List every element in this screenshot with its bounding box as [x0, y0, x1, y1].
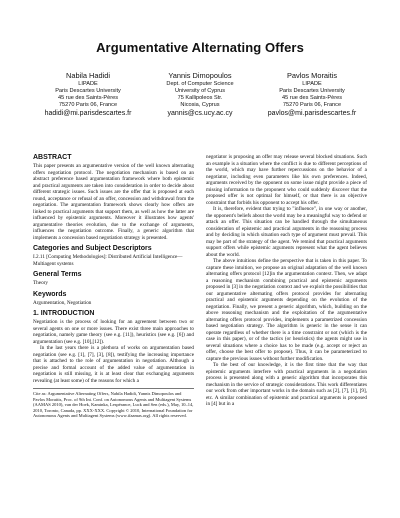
author-1 — [33, 71, 143, 118]
copyright-footnote: Cite as: Argumentative Alternating Offers, Nabila Hadidi, Yannis Dimopoulos and Pavlos Moraitis, Proc. of 9th Int. Conf. on Autonomous Agents and Multiagent Systems (AAMAS 2010), van der Hoek, Kaminka, Lespérance, Luck and Sen (eds.), May, 10–14, 2010, Toronto, Canada, pp. XXX-XXX. Copyright © 2010, International Foundation for Autonomous Agents and Multiagent Systems (www.ifaamas.org). All rights reserved. — [33, 388, 194, 419]
body-paragraph: To the best of our knowledge, it is the first time that the way that epistemic arguments interfere with practical arguments in a negotiation process is presented along with a generic algorithm that incorporates this mechanism in the service of strategic considerations. This work differentiates our work from other important works in the domain such as [2], [7], [1], [9], etc. A similar combination of epistemic and practical arguments is proposed in [4] but in a — [206, 362, 367, 407]
author-affiliation: 75270 Paris 06, France — [58, 102, 118, 108]
body-paragraph: The above intuitions define the perspective that is taken in this paper. To capture these intuition, we propose an original adaptation of the well known alternating offers protocol [12]in the argumentation context. Then, we adapt a reasoning mechanism combining practical and epistemic arguments proposed in [3] in the negotiation context and we exploit the possibilities that our argumentative alternating offers protocol provides for alternating practical and epistemic arguments depending on the evolution of the negotiation. Finally, we present a generic algorithm, which, building on the above reasoning mechanism and the exploitation of the argumentative alternating offers protocol provides, implements a parametrized concession based negotiation strategy. The algorithm is generic in the sense it can operate regardless of whether there is a time constraint or not (which is the case in this paper), or of the tactics (or heuristics) the agents might use in several situations where a choice has to be made (e.g. accept or reject an offer, choose the best offer to propose). Thus, it can be parameterized to capture the previous issues without further modification. — [206, 258, 367, 362]
keywords-heading: Keywords — [33, 290, 67, 298]
author-affiliation: 45 rue des Saints-Pères — [57, 95, 118, 101]
author-affiliation: Nicosia, Cyprus — [180, 102, 220, 108]
author-affiliation: 75 Kallipoleos Str. — [177, 95, 223, 101]
body-paragraph: It is, therefore, evident that trying to "influence", in one way or another, the opponent's beliefs about the world may be a meaningful way to defend or attack an offer. This situation can be handled through the simultaneous consideration of epistemic and practical arguments in the reasoning process and by deciding in which situation each type of argument must prevail. This may be part of the strategy of the agent. We remind that practical arguments support offers while epistemic arguments represent what the agent believes about the world. — [206, 206, 367, 258]
author-affiliation: Paris Descartes University — [279, 88, 345, 94]
introduction-heading: 1. INTRODUCTION — [33, 310, 95, 317]
author-name: Yannis Dimopoulos — [168, 71, 232, 80]
right-column — [206, 154, 367, 494]
abstract-text: This paper presents an argumentative version of the well known alternating offers negotiation protocol. The negotiation mechanism is based on an abstract preference based argumentation framework where both epistemic and practical arguments are taken into consideration in order to decide about different strategic issues. Such issues are the offer that is proposed at each round, acceptance or refusal of an offer, concession and withdrawal from the negotiation. The argumentation framework shows clearly how offers are linked to practical arguments that support them, as well as how the latter are influenced by epistemic arguments. Moreover it illustrates how agents' argumentative theories evolution, due to the exchange of arguments, influences the negotiation outcome. Finally, a generic algorithm that implements a concession based negotiation strategy is presented. — [33, 163, 194, 241]
left-column — [33, 154, 194, 494]
author-email: yannis@cs.ucy.ac.cy — [167, 110, 233, 117]
keywords-text: Argumentation, Negotiation — [33, 299, 92, 306]
author-affiliation: University of Cyprus — [174, 88, 226, 94]
paper-title: Argumentative Alternating Offers — [96, 40, 304, 55]
author-email: hadidi@mi.parisdescartes.fr — [44, 110, 132, 117]
categories-heading: Categories and Subject Descriptors — [33, 245, 152, 252]
general-terms-text: Theory — [33, 280, 48, 286]
intro-paragraph: In the last years there is a plethora of works on argumentation based negotiation (see e.g. [1], [7], [3], [8]), testifying the increasing importance that is attached to the role of argumentation in negotiation. Although a precise and formal account of the added value of argumentation in negotiation is still missing, it is at least clear that exchanging arguments revealing (at least some) of the reasons for which a — [33, 345, 194, 384]
author-affiliation: LIPADE — [78, 81, 98, 87]
body-paragraph: negotiator is proposing an offer may release several blocked situations. Such an example is a situation where the conflict is due to different perceptions of the world, which may have further repercussions on the behavior of a negotiator, including even parameters like his own preferences. Indeed, arguments received by the opponent on some issue might provide a piece of missing information to the proponent who could suddenly discover that the proposed offer is not optimal for himself, or that there is an objective constraint that forbids his opponent to accept his offer. — [206, 154, 367, 206]
intro-paragraph: Negotiation is the process of looking for an agreement between two or several agents on one or more issues. There exist three main approaches to negotiation, namely game theory (see e.g. [11]), heuristics (see e.g. [6]) and argumentation (see e.g. [10],[12]). — [33, 319, 194, 345]
abstract-heading: ABSTRACT — [33, 154, 72, 161]
author-email: pavlos@mi.parisdescartes.fr — [267, 110, 357, 117]
author-3 — [257, 71, 367, 118]
general-terms-heading: General Terms — [33, 271, 82, 278]
author-affiliation: 75270 Paris 06, France — [282, 102, 342, 108]
author-2 — [145, 71, 255, 118]
author-block — [33, 71, 367, 118]
categories-text: I.2.11 [Computing Methodologies]: Distributed Artificial Intelligence—Multiagent systems — [33, 254, 183, 267]
author-affiliation: 45 rue des Saints-Pères — [281, 95, 342, 101]
two-column-body — [33, 154, 367, 494]
author-name: Nabila Hadidi — [66, 71, 110, 80]
author-name: Pavlos Moraitis — [286, 71, 338, 80]
author-affiliation: LIPADE — [302, 81, 322, 87]
author-affiliation: Dept. of Computer Science — [166, 81, 234, 87]
author-affiliation: Paris Descartes University — [55, 88, 121, 94]
